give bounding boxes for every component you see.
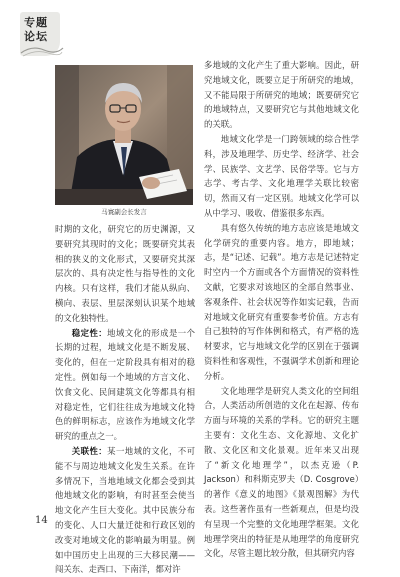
paragraph xyxy=(204,384,359,562)
paragraph-text: 具有悠久传统的地方志应该是地域文化学研究的重要内容。地方，即地域；志，是“记述、记载”。地方志是记述特定时空内一个方面或各个方面情况的资料性文献，它要求对该地区的全部自然事业、客观条件、社会状况等作如实记载，告而对地域文化研究有重要参考价值。方志有自己独特的写作体例和格式，有严格的选材要求，它与地域文化学的区别在于强调资料性和客观性，不强调学术创新和理论分析。 xyxy=(204,222,359,381)
paragraph xyxy=(204,58,359,132)
column-tag-line1: 专题 xyxy=(24,16,48,29)
speaker-photo xyxy=(55,65,193,205)
paragraph xyxy=(55,326,195,444)
paragraph-text: 地域文化的形成是一个长期的过程，地域文化是不断发展、变化的，但在一定阶段具有相对的稳定性。例如每一个地域的方言文化、饮食文化、民间建筑文化等都具有相对稳定性，它们往往成为地域文化特色的鲜明标志，应该作为地域文化学研究的重点之一。 xyxy=(55,327,196,442)
swoosh-decoration-icon xyxy=(20,44,64,58)
paragraph xyxy=(204,221,359,384)
paragraph-lead: 稳定性： xyxy=(71,327,108,338)
column-tag xyxy=(20,12,64,62)
paragraph-text: 地域文化学是一门跨领域的综合性学科，涉及地理学、历史学、经济学、社会学、民族学、文艺学、民俗学等。它与方志学、考古学、文化地理学关联比较密切，然而又有一定区别。地域文化学可以从中学习、吸收、借鉴很多东西。 xyxy=(204,133,359,218)
paragraph-text: 某一地域的文化，不可能不与周边地域文化发生关系。在许多情况下，当地地域文化都会受到其他地域文化的影响，有时甚至会使当地文化产生巨大变化。其中民族分布的变化、人口大量迁徙和行政区划的改变对地域文化的影响最为明显。例如中国历史上出现的三大移民潮——闯关东、走西口、下南洋，都对许 xyxy=(55,445,196,575)
paragraph xyxy=(55,222,195,326)
paragraph xyxy=(55,444,195,577)
paragraph xyxy=(204,132,359,221)
right-text-column xyxy=(204,58,359,561)
page-number: 14 xyxy=(35,515,48,526)
paragraph-text: 多地域的文化产生了重大影响。因此，研究地域文化，既要立足于所研究的地域，又不能局限于所研究的地域；既要研究它的地域特点，又要研究它与其他地域文化的关联。 xyxy=(204,60,359,130)
speaker-photo-image xyxy=(55,65,193,205)
column-tag-label xyxy=(24,16,48,44)
column-tag-line2: 论坛 xyxy=(24,30,48,43)
paragraph-text: 时期的文化，研究它的历史渊源，又要研究其现时的文化；既要研究其表相的狭义的文化形式，又要研究其深层次的、具有决定性与指导性的文化内核。只有这样，我们才能从纵向、横向、表层、里层深刻认识某个地域的文化独特性。 xyxy=(55,224,195,323)
photo-caption: 马寰副会长发言 xyxy=(101,208,147,216)
paragraph-text: 文化地理学是研究人类文化的空间组合，人类活动所创造的文化在起源、传布方面与环境的关系的学科。它的研究主题主要有：文化生态、文化源地、文化扩散、文化区和文化景观。近年来又出现了“新文化地理学”，以杰克逊（P. Jackson）和科斯克罗夫（D. Cosgrove）的著作《意义的地图》《景观图解》为代表。这些著作虽有一些新观点，但是均没有呈现一个完整的文化地理学框架。文化地理学突出的特征是从地理学的角度研究文化，尽管主题比较分散，但其研究内容 xyxy=(204,385,359,559)
left-text-column xyxy=(55,222,195,577)
paragraph-lead: 关联性： xyxy=(71,445,108,456)
